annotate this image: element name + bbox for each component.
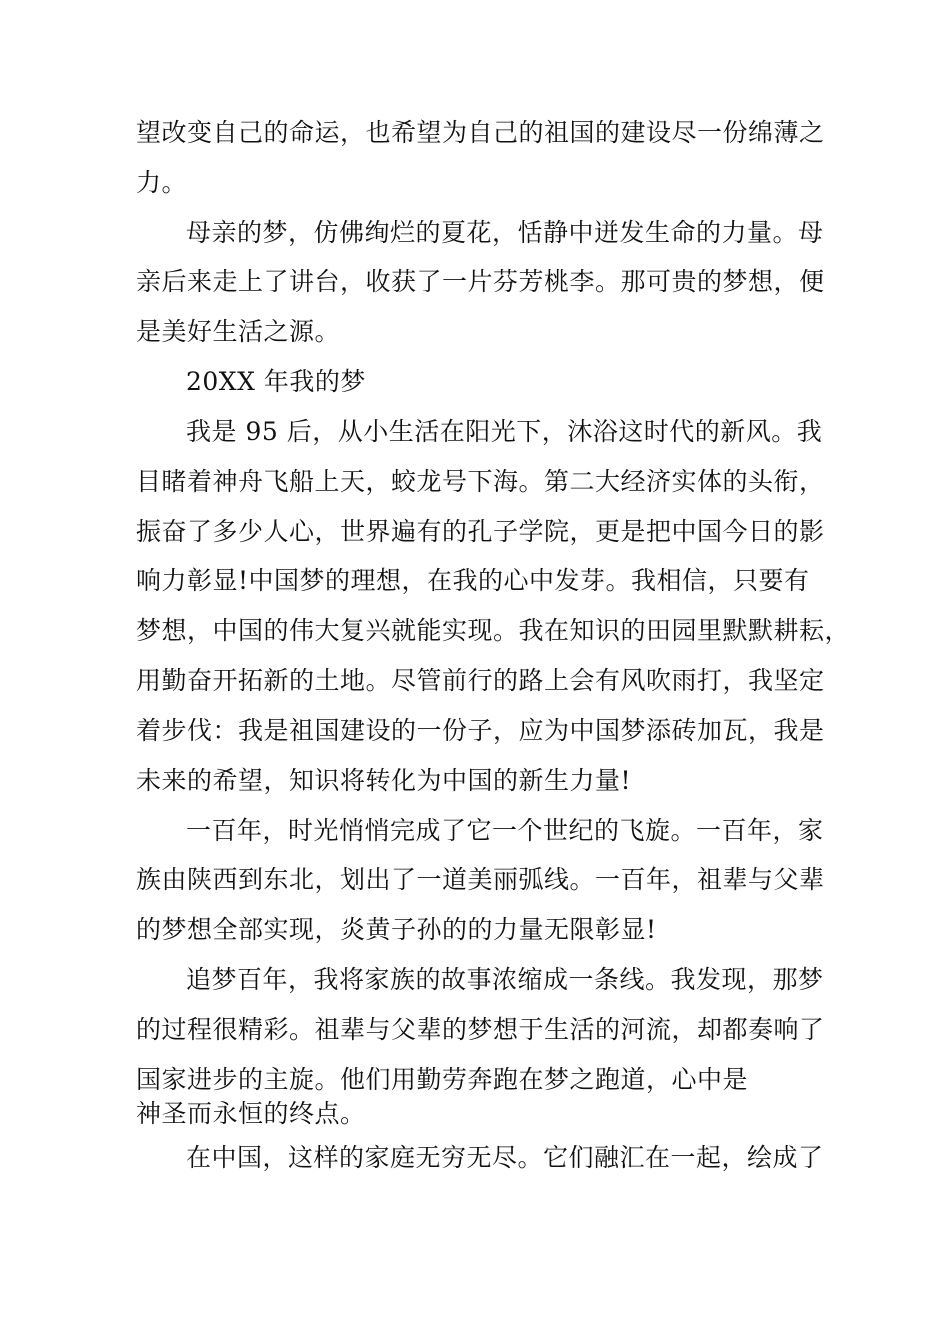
section-heading: 20XX 年我的梦 (186, 367, 366, 396)
text-line: 母亲的梦，仿佛绚烂的夏花，恬静中迸发生命的力量。母 (186, 218, 824, 247)
text-line: 国家进步的主旋。他们用勤劳奔跑在梦之跑道，心中是 (136, 1065, 749, 1094)
text-line: 望改变自己的命运，也希望为自己的祖国的建设尽一份绵薄之 (136, 118, 825, 147)
text-line: 用勤奋开拓新的土地。尽管前行的路上会有风吹雨打，我坚定 (136, 666, 825, 695)
text-line: 的梦想全部实现，炎黄子孙的的力量无限彰显! (136, 915, 657, 944)
text-line: 一百年，时光悄悄完成了它一个世纪的飞旋。一百年，家 (186, 816, 824, 845)
text-line: 着步伐：我是祖国建设的一份子，应为中国梦添砖加瓦，我是 (136, 716, 825, 745)
text-line: 未来的希望，知识将转化为中国的新生力量! (136, 766, 632, 795)
text-line: 振奋了多少人心，世界遍有的孔子学院，更是把中国今日的影 (136, 517, 825, 546)
text-line: 目睹着神舟飞船上天，蛟龙号下海。第二大经济实体的头衔， (136, 467, 825, 496)
text-line: 族由陕西到东北，划出了一道美丽弧线。一百年，祖辈与父辈 (136, 865, 825, 894)
text-line: 梦想，中国的伟大复兴就能实现。我在知识的田园里默默耕耘， (136, 616, 851, 645)
text-line: 力。 (136, 168, 188, 197)
text-line: 亲后来走上了讲台，收获了一片芬芳桃李。那可贵的梦想，便 (136, 267, 825, 296)
text-line: 追梦百年，我将家族的故事浓缩成一条线。我发现，那梦 (186, 965, 824, 994)
text-line: 神圣而永恒的终点。 (136, 1099, 366, 1128)
text-line: 的过程很精彩。祖辈与父辈的梦想于生活的河流，却都奏响了 (136, 1015, 825, 1044)
text-line: 我是 95 后，从小生活在阳光下，沐浴这时代的新风。我 (186, 417, 823, 446)
text-line: 在中国，这样的家庭无穷无尽。它们融汇在一起，绘成了 (186, 1143, 824, 1172)
text-line: 是美好生活之源。 (136, 317, 341, 346)
text-line: 响力彰显!中国梦的理想，在我的心中发芽。我相信，只要有 (136, 566, 810, 595)
